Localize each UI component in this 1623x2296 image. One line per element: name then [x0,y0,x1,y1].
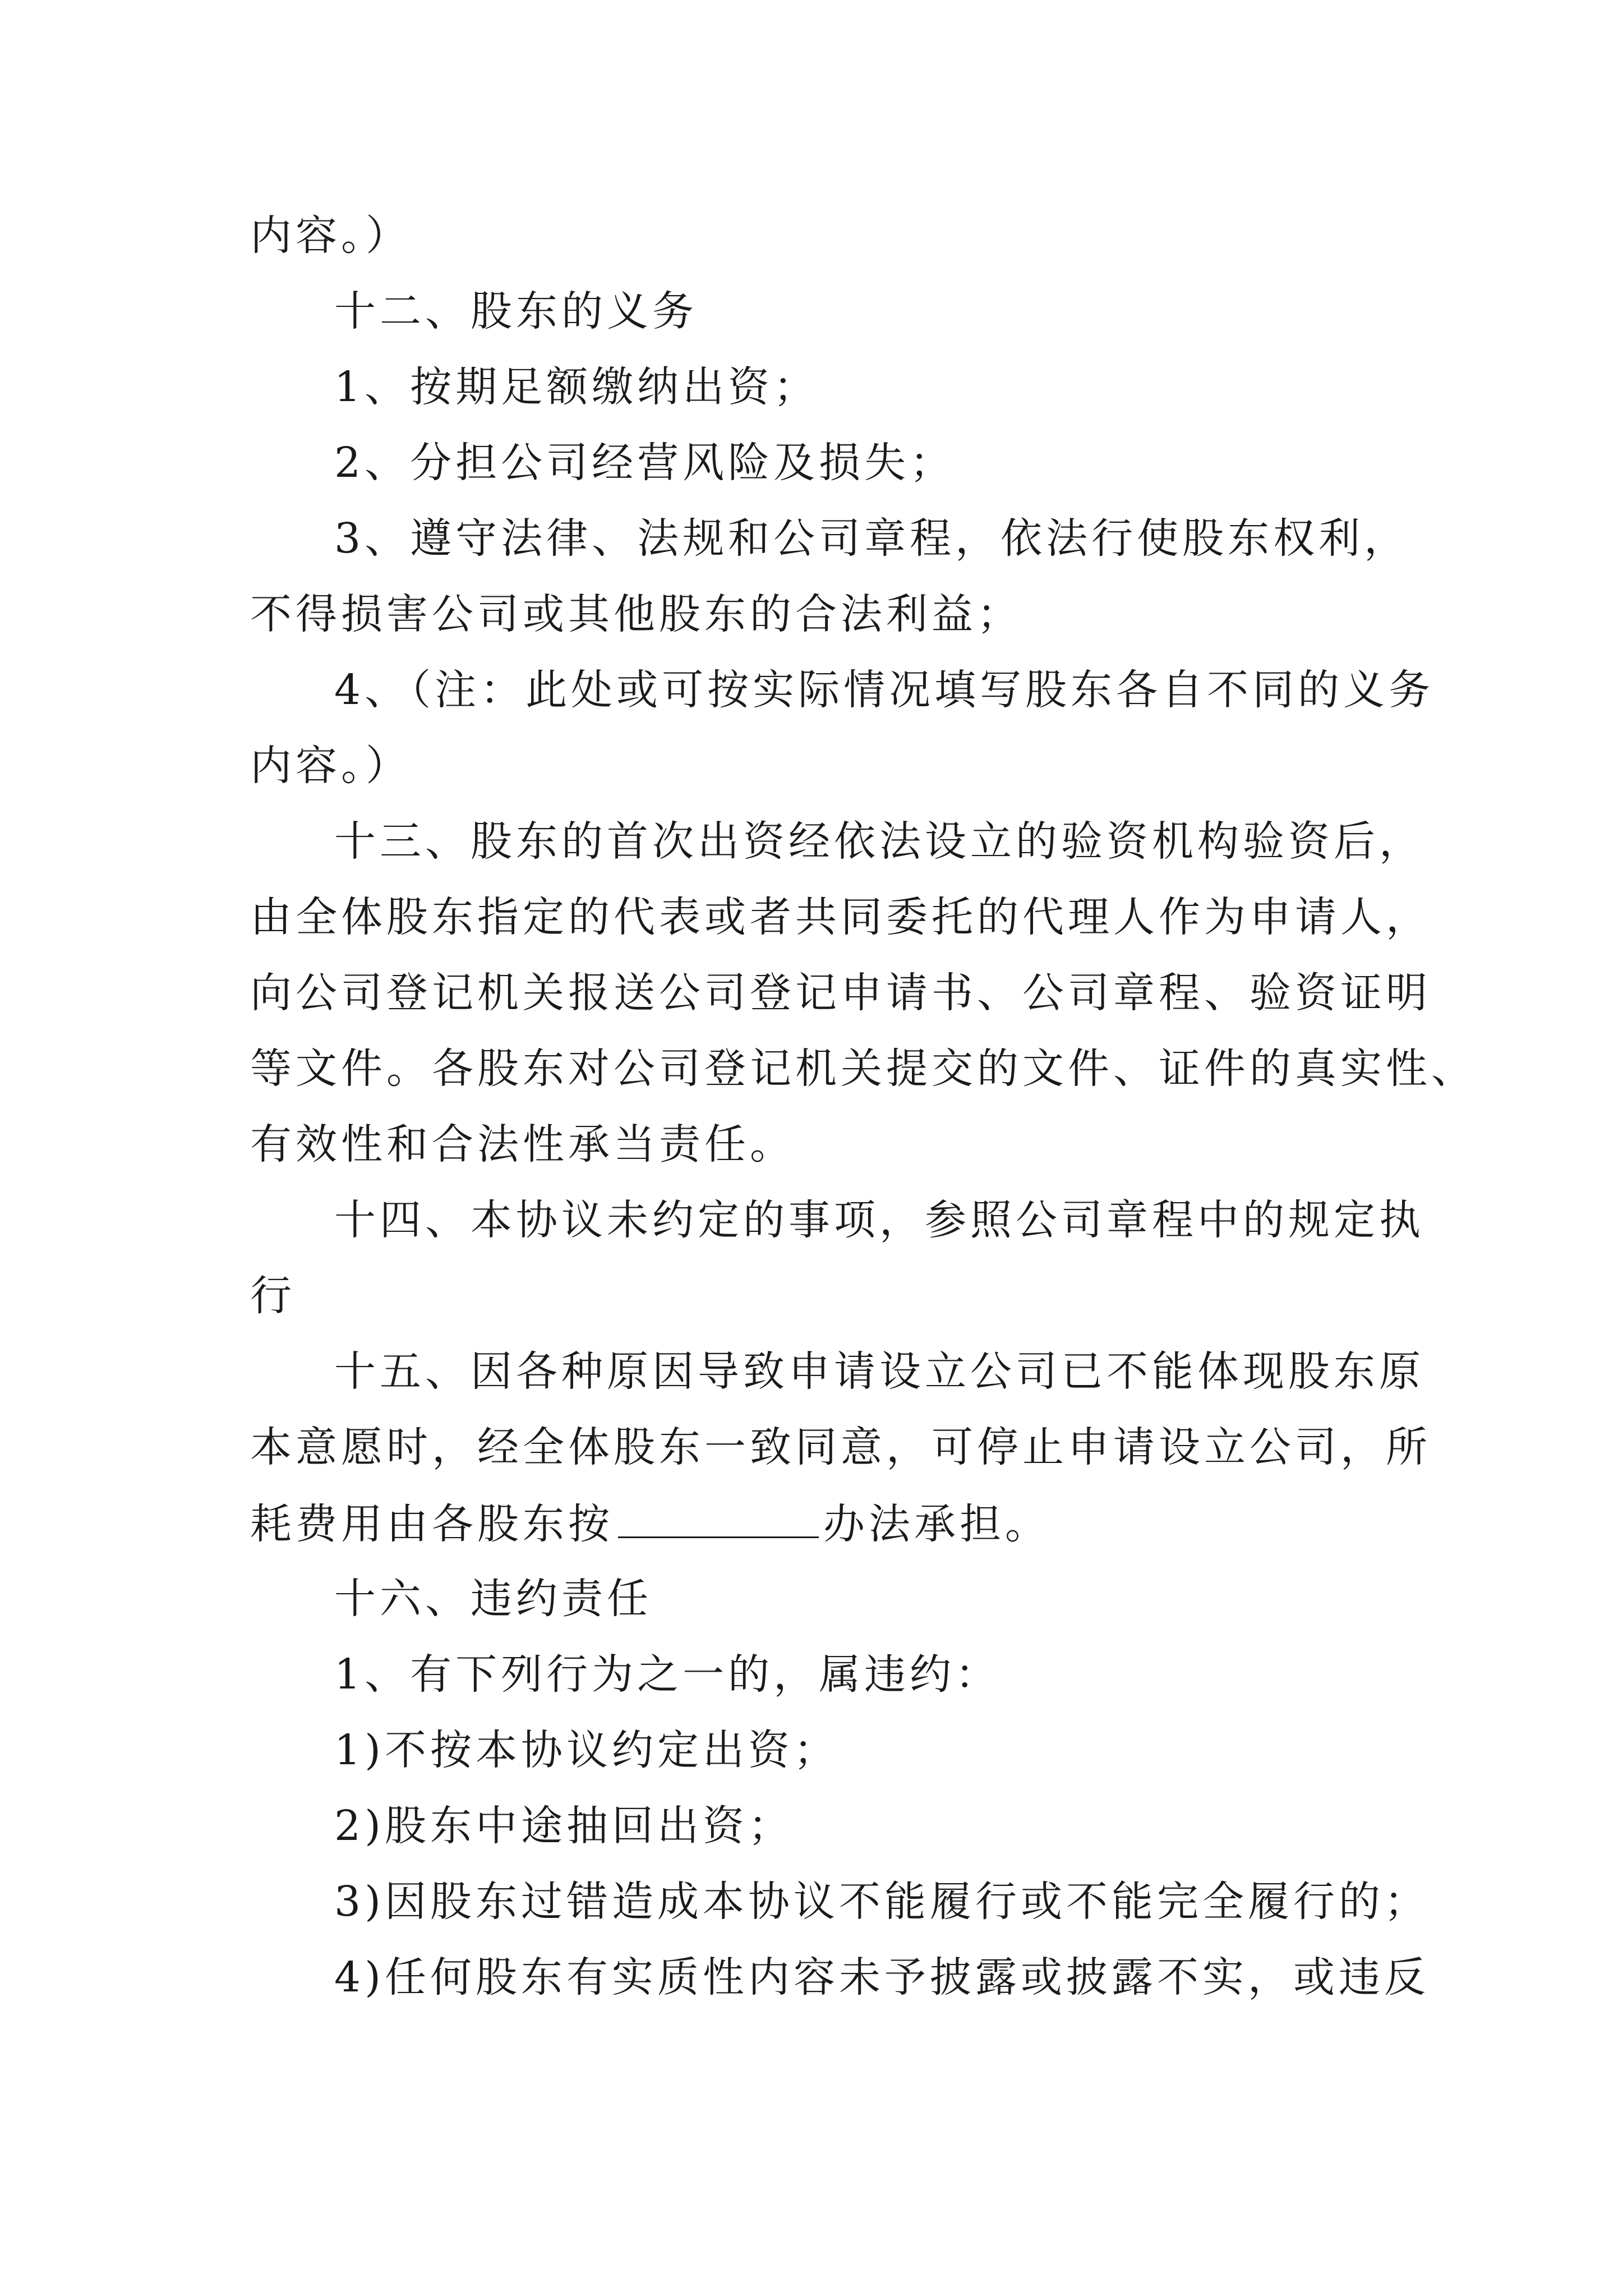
paragraph-line: 内容。） [250,742,411,790]
section-heading-16: 十六、违约责任 [334,1575,652,1623]
paragraph-line: 等文件。各股东对公司登记机关提交的文件、证件的真实性、 [250,1045,1477,1093]
paragraph-line: 行 [250,1272,296,1320]
paragraph-line: 本意愿时，经全体股东一致同意，可停止申请设立公司，所 [250,1423,1431,1471]
list-item: 4、（注：此处或可按实际情况填写股东各自不同的义务 [334,666,1435,714]
paragraph-line: 不得损害公司或其他股东的合法利益； [250,590,1022,638]
paragraph-line: 内容。） [250,211,411,260]
text-before-blank: 耗费用由各股东按 [250,1500,614,1548]
list-item: 1)不按本协议约定出资； [334,1726,839,1774]
section-heading-13: 十三、股东的首次出资经依法设立的验资机构验资后， [334,817,1424,866]
section-heading-12: 十二、股东的义务 [334,287,698,335]
paragraph-line [250,1495,1050,1551]
paragraph-line: 有效性和合法性承当责任。 [250,1120,795,1168]
list-item: 1、按期足额缴纳出资； [334,363,819,411]
paragraph-line: 向公司登记机关报送公司登记申请书、公司章程、验资证明 [250,969,1431,1017]
list-item: 2)股东中途抽回出资； [334,1802,794,1850]
text-after-blank: 办法承担。 [823,1500,1050,1548]
list-item: 2、分担公司经营风险及损失； [334,439,956,487]
fill-in-blank[interactable] [618,1495,819,1538]
list-item: 4)任何股东有实质性内容未予披露或披露不实，或违反 [334,1953,1430,2001]
list-item: 1、有下列行为之一的，属违约： [334,1650,1001,1699]
section-heading-14: 十四、本协议未约定的事项，参照公司章程中的规定执 [334,1196,1424,1244]
list-item: 3)因股东过错造成本协议不能履行或不能完全履行的； [334,1878,1430,1926]
paragraph-line: 由全体股东指定的代表或者共同委托的代理人作为申请人， [250,893,1431,941]
section-heading-15: 十五、因各种原因导致申请设立公司已不能体现股东原 [334,1347,1424,1396]
list-item: 3、遵守法律、法规和公司章程，依法行使股东权利， [334,514,1410,563]
